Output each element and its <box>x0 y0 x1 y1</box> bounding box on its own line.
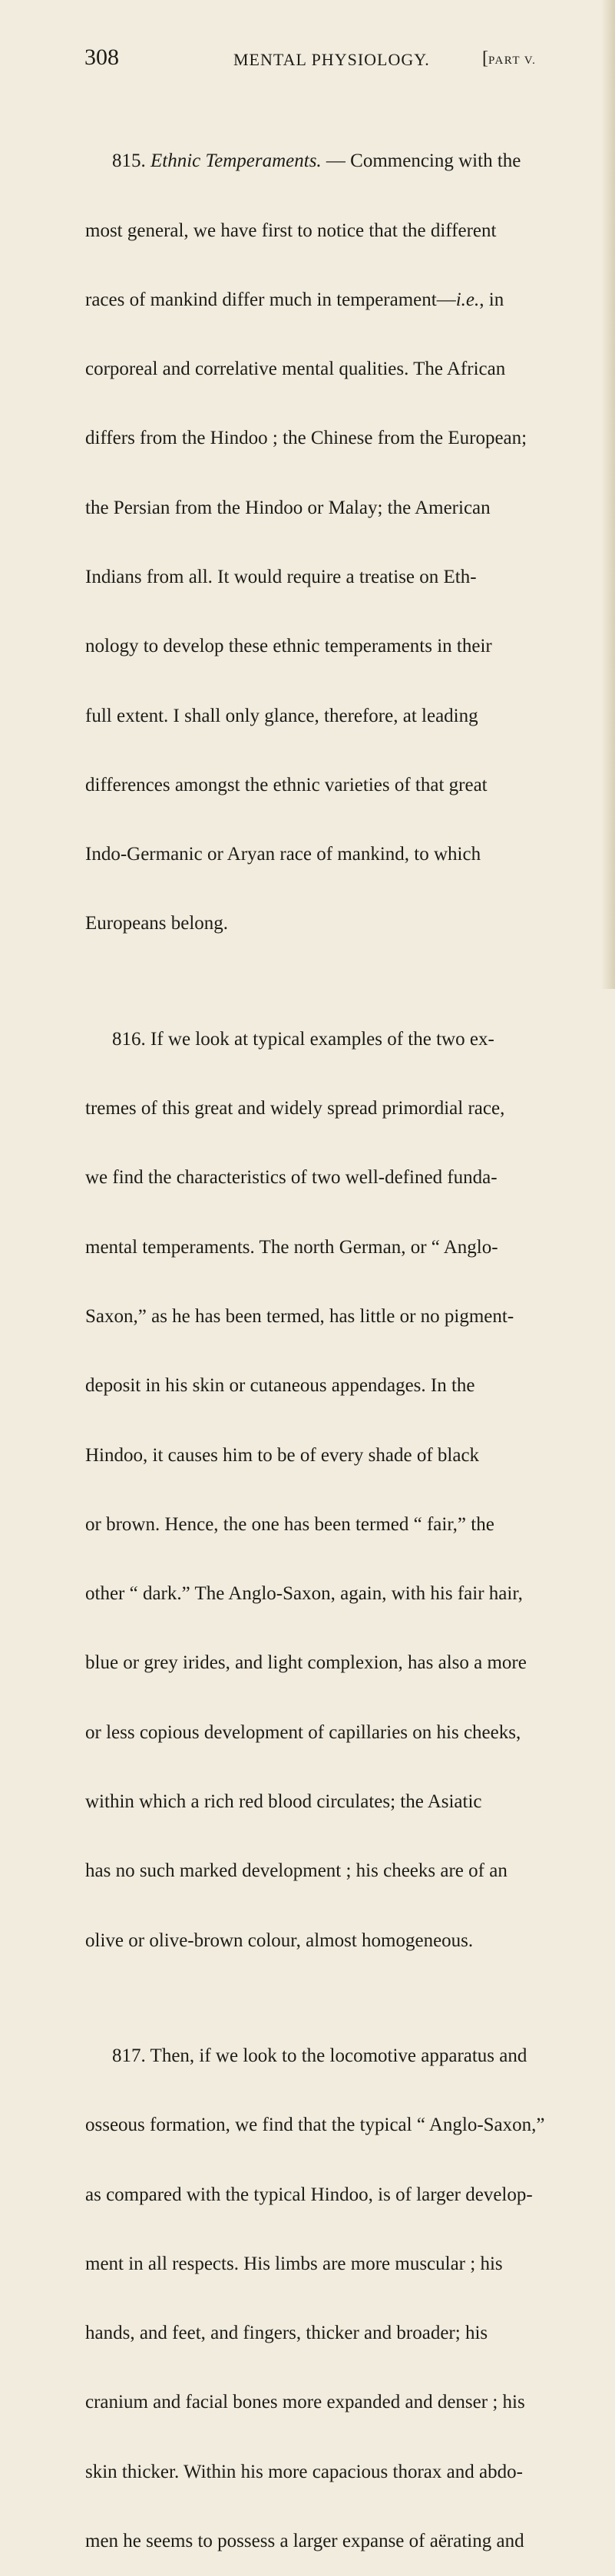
text-line: differences amongst the ethnic varieties of that great <box>85 774 488 795</box>
text-line: corporeal and correlative mental qualities. The African <box>85 359 506 380</box>
text-line: races of mankind differ much in temperament—i.e., in <box>85 289 504 310</box>
part-bracket: [ <box>482 48 488 68</box>
text-line: most general, we have first to notice that the different <box>85 220 497 241</box>
text-line: has no such marked development ; his cheeks are of an <box>85 1860 508 1882</box>
text-line: Saxon,” as he has been termed, has little or no pigment- <box>85 1305 514 1327</box>
text-line: hands, and feet, and fingers, thicker and broader; his <box>85 2323 488 2344</box>
paragraph-815-line-1: 815. Ethnic Temperaments. — Commencing with the <box>112 150 521 172</box>
text-line: mental temperaments. The north German, or “ Anglo- <box>85 1236 498 1258</box>
text-line: Europeans belong. <box>85 913 229 934</box>
part-text: PART V. <box>488 55 537 67</box>
page-edge-shadow <box>601 0 615 989</box>
part-label <box>482 48 536 69</box>
text-line: within which a rich red blood circulates; the Asiatic <box>85 1791 482 1812</box>
text-line: Indians from all. It would require a treatise on Eth- <box>85 566 477 587</box>
text-line: deposit in his skin or cutaneous appendages. In the <box>85 1375 475 1397</box>
page-number: 308 <box>84 45 119 70</box>
text-line: osseous formation, we find that the typical “ Anglo-Saxon,” <box>85 2115 545 2136</box>
text-line: Indo-Germanic or Aryan race of mankind, to which <box>85 844 481 865</box>
text-line: tremes of this great and widely spread primordial race, <box>85 1098 505 1119</box>
paragraph-817-line-1: 817. Then, if we look to the locomotive apparatus and <box>112 2045 527 2066</box>
text-line: blue or grey irides, and light complexion, has also a more <box>85 1652 527 1674</box>
text-line: other “ dark.” The Anglo-Saxon, again, with his fair hair, <box>85 1583 523 1605</box>
paragraph-816-line-1: 816. If we look at typical examples of the two ex- <box>112 1028 494 1050</box>
text-line: olive or olive-brown colour, almost homogeneous. <box>85 1930 474 1951</box>
text-line: Hindoo, it causes him to be of every shade of black <box>85 1444 480 1466</box>
text-line: the Persian from the Hindoo or Malay; the American <box>85 497 491 518</box>
text-line: nology to develop these ethnic temperaments in their <box>85 636 492 657</box>
text-line: or less copious development of capillaries on his cheeks, <box>85 1721 521 1743</box>
body-text <box>85 81 577 2576</box>
text-line: we find the characteristics of two well-defined funda- <box>85 1167 498 1189</box>
text-line: as compared with the typical Hindoo, is of larger develop- <box>85 2184 533 2205</box>
text-line: men he seems to possess a larger expanse of aërating and <box>85 2530 524 2551</box>
section-number-817: 817. <box>112 2045 146 2066</box>
running-title: MENTAL PHYSIOLOGY. <box>233 50 430 69</box>
section-number-815: 815. <box>112 150 146 172</box>
text-line: full extent. I shall only glance, therefore, at leading <box>85 705 478 726</box>
running-header <box>84 45 568 75</box>
text-line: or brown. Hence, the one has been termed “ fair,” the <box>85 1513 494 1535</box>
section-heading-815: Ethnic Temperaments. <box>150 150 322 172</box>
text-line: skin thicker. Within his more capacious thorax and abdo- <box>85 2461 523 2482</box>
text-line: cranium and facial bones more expanded and denser ; his <box>85 2392 525 2413</box>
text-line: ment in all respects. His limbs are more muscular ; his <box>85 2253 503 2274</box>
text-line: differs from the Hindoo ; the Chinese from the European; <box>85 428 527 449</box>
section-number-816: 816. <box>112 1028 146 1050</box>
